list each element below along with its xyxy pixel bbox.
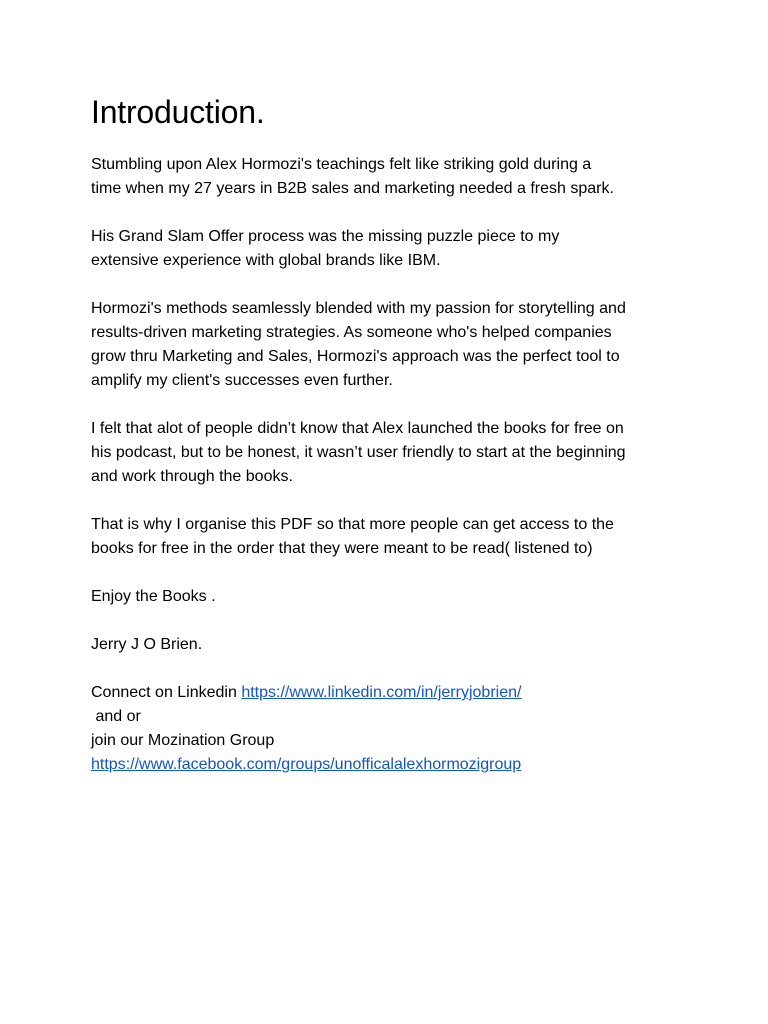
text-line: amplify my client's successes even further. — [91, 372, 393, 389]
document-title: Introduction. — [91, 94, 265, 130]
text-line: time when my 27 years in B2B sales and marketing needed a fresh spark. — [91, 180, 614, 197]
paragraph-intro — [91, 153, 691, 201]
text-line: That is why I organise this PDF so that more people can get access to the — [91, 516, 614, 533]
paragraph-podcast — [91, 417, 691, 489]
linkedin-line — [91, 681, 691, 705]
text-line: his podcast, but to be honest, it wasn’t user friendly to start at the beginning — [91, 444, 626, 461]
text-line: grow thru Marketing and Sales, Hormozi's approach was the perfect tool to — [91, 348, 620, 365]
text-line: books for free in the order that they were meant to be read( listened to) — [91, 540, 593, 557]
text-line: results-driven marketing strategies. As someone who's helped companies — [91, 324, 612, 341]
facebook-group-link[interactable]: https://www.facebook.com/groups/unofficalalexhormozigroup — [91, 756, 522, 773]
facebook-line — [91, 753, 691, 777]
paragraph-methods — [91, 297, 691, 393]
linkedin-link[interactable]: https://www.linkedin.com/in/jerryjobrien/ — [241, 684, 522, 701]
text-line: Hormozi's methods seamlessly blended with my passion for storytelling and — [91, 300, 626, 317]
text-line: and work through the books. — [91, 468, 293, 485]
text-line: His Grand Slam Offer process was the missing puzzle piece to my — [91, 228, 560, 245]
document-page — [91, 92, 691, 777]
paragraph-enjoy — [91, 585, 691, 609]
paragraph-signature — [91, 633, 691, 657]
and-or-line: and or — [91, 708, 141, 725]
group-line: join our Mozination Group — [91, 732, 275, 749]
text-line: Enjoy the Books . — [91, 588, 216, 605]
text-line: I felt that alot of people didn’t know that Alex launched the books for free on — [91, 420, 624, 437]
author-name: Jerry J O Brien. — [91, 636, 203, 653]
text-line: extensive experience with global brands like IBM. — [91, 252, 441, 269]
paragraph-pdf-purpose — [91, 513, 691, 561]
text-line: Stumbling upon Alex Hormozi's teachings felt like striking gold during a — [91, 156, 592, 173]
connect-section — [91, 681, 691, 777]
connect-prefix: Connect on Linkedin — [91, 684, 242, 701]
paragraph-grand-slam — [91, 225, 691, 273]
